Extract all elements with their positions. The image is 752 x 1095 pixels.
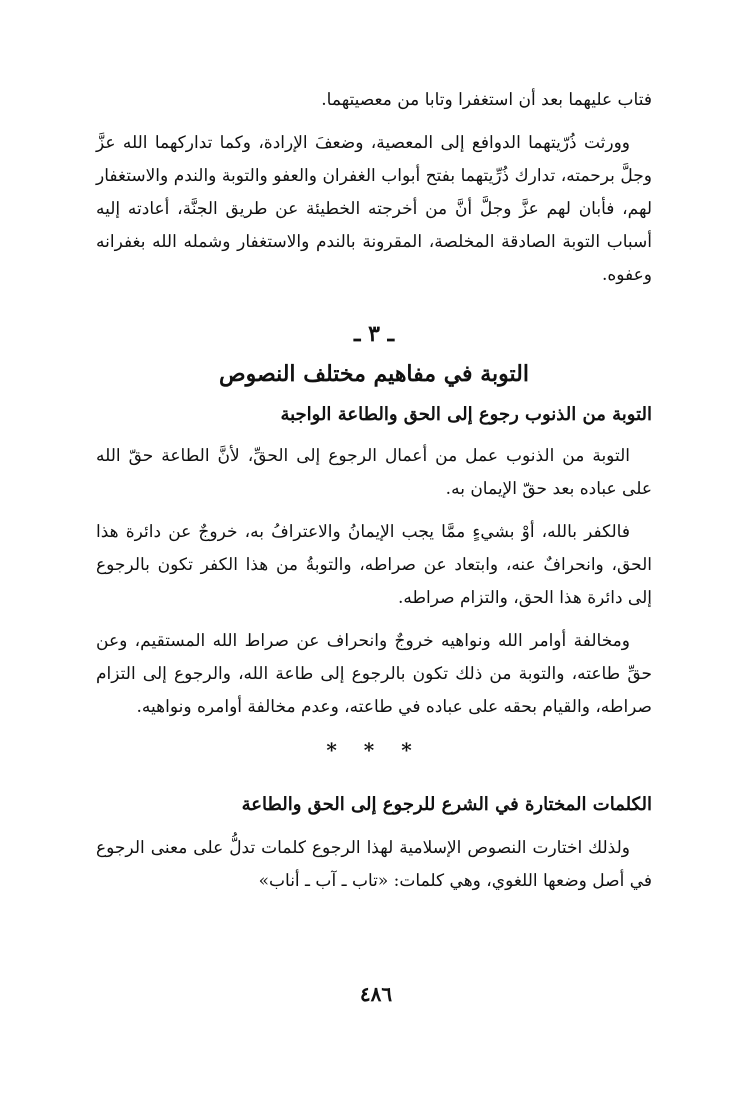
paragraph-intro-1: فتاب عليهما بعد أن استغفرا وتابا من معصيتهما. bbox=[321, 90, 652, 110]
paragraph-s1-1: التوبة من الذنوب عمل من أعمال الرجوع إلى الحقِّ، لأنَّ الطاعة حقّ الله على عباده بعد حقّ الإيمان به. bbox=[96, 446, 652, 499]
subsection-heading-1: التوبة من الذنوب رجوع إلى الحق والطاعة الواجبة bbox=[280, 404, 652, 425]
paragraph-intro-2: وورثت ذُرّيتهما الدوافع إلى المعصية، وضعفَ الإرادة، وكما تداركهما الله عزَّ وجلَّ برحمته، تدارك ذُرِّيتهما بفتح أبواب الغفران والعفو والتوبة والندم والاستغفار لهم، فأبان لهم عزَّ وجلَّ أنَّ من أخرجته الخطيئة عن طريق الجنَّة، أعادته إليه أسباب التوبة الصادقة المخلصة، المقرونة بالندم والاستغفار وشمله الله بغفرانه وعفوه. bbox=[96, 133, 652, 285]
section-number: ـ ٣ ـ bbox=[353, 321, 395, 347]
page-number: ٤٨٦ bbox=[359, 982, 393, 1006]
paragraph-s1-2: فالكفر بالله، أوْ بشيءٍ ممَّا يجب الإيمانُ والاعترافُ به، خروجٌ عن دائرة هذا الحق، وانحرافٌ عنه، وابتعاد عن صراطه، والتوبةُ من هذا الكفر تكون بالرجوع إلى دائرة هذا الحق، والتزام صراطه. bbox=[96, 522, 652, 608]
paragraph-s1-3: ومخالفة أوامر الله ونواهيه خروجٌ وانحراف عن صراط الله المستقيم، وعن حقِّ طاعته، والتوبة من ذلك تكون بالرجوع إلى طاعة الله، والرجوع إلى التزام صراطه، والقيام بحقه على عباده في طاعته، وعدم مخالفة أوامره ونواهيه. bbox=[96, 631, 652, 717]
section-title: التوبة في مفاهيم مختلف النصوص bbox=[219, 361, 529, 387]
paragraph-s2-1: ولذلك اختارت النصوص الإسلامية لهذا الرجوع كلمات تدلُّ على معنى الرجوع في أصل وضعها اللغوي، وهي كلمات: «تاب ـ آب ـ أناب» bbox=[96, 838, 652, 891]
section-separator: * * * bbox=[326, 738, 422, 762]
page-body bbox=[96, 84, 652, 898]
subsection-heading-2: الكلمات المختارة في الشرع للرجوع إلى الحق والطاعة bbox=[241, 794, 652, 815]
